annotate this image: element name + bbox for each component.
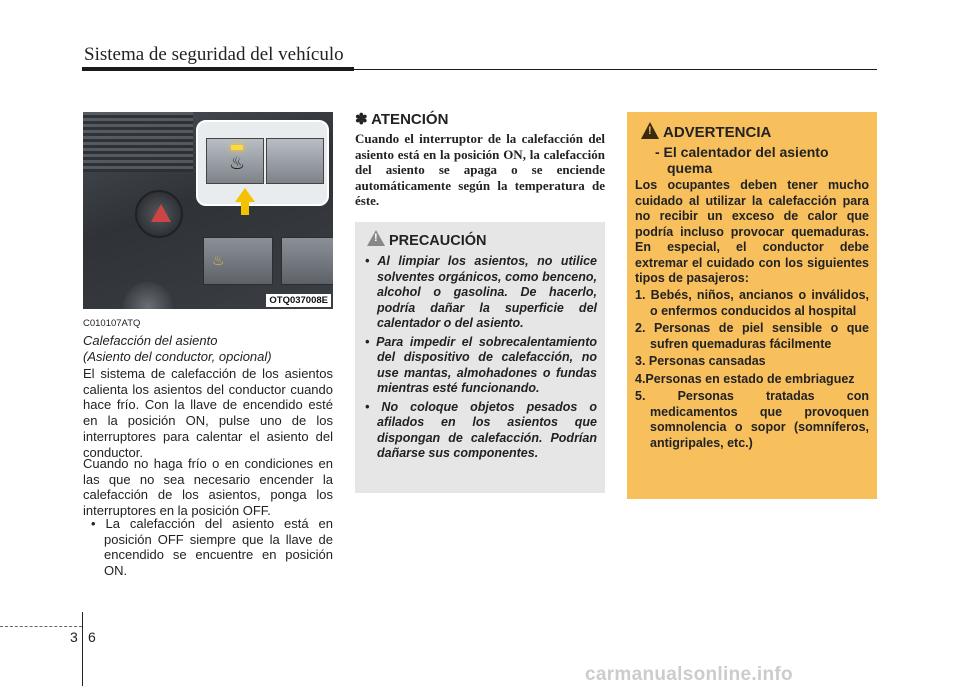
list-item: 1. Bebés, niños, ancianos o inválidos, o enfermos conducidos al hospital [635, 288, 869, 318]
zoom-inset [196, 120, 329, 206]
seat-heater-icon: ♨ [229, 153, 246, 173]
footer-vertical-rule [82, 612, 83, 686]
figure-code: OTQ037008E [266, 294, 331, 307]
zoom-seat-heater-switch [206, 138, 264, 184]
seat-heater-icon: ♨ [212, 252, 225, 268]
section-subtitle-line1: Calefacción del asiento [83, 333, 218, 348]
warning-body: Los ocupantes deben tener mucho cuidado al utilizar la calefacción para no recibir un exceso de calor que podría incluso provocar quemaduras. En especial, el conductor debe extremar el cuidado con los siguientes tipos de pasajeros: [635, 178, 869, 285]
knob-image [123, 282, 173, 309]
chapter-number: 3 [70, 629, 78, 645]
pointer-arrow-icon [235, 188, 255, 202]
body-paragraph-1: El sistema de calefacción de los asientos calienta los asientos del conductor cuando hace frío. Con la llave de encendido esté en la posición ON, pulse uno de los interruptores para calentar el asiento del conductor. [83, 366, 333, 460]
warning-subtitle: - El calentador del asiento quema [655, 144, 829, 176]
seat-heater-switch-image [203, 237, 273, 285]
page-number: 6 [88, 629, 96, 645]
list-item: 3. Personas cansadas [635, 354, 766, 368]
header-rule-thin [354, 69, 877, 70]
warning-list [635, 288, 869, 453]
adjacent-switch-image [281, 237, 333, 285]
list-item: • Al limpiar los asientos, no utilice solventes orgánicos, como benceno, alcohol o gasolina. De hacerlo, podría dañar la superficie del calentador o del asiento. [365, 254, 597, 330]
indicator-light [231, 145, 243, 150]
vent-grille [83, 112, 193, 172]
body-paragraph-2: Cuando no haga frío o en condiciones en las que no sea necesario encender la calefacción de los asientos, ponga los interruptores en la posición OFF. [83, 456, 333, 519]
seat-heater-photo [83, 112, 333, 309]
page-header-title: Sistema de seguridad del vehículo [84, 44, 344, 65]
caution-icon [367, 230, 385, 246]
caution-list [365, 254, 597, 465]
section-subtitle [83, 333, 272, 365]
warning-title: ADVERTENCIA [663, 124, 772, 141]
section-subtitle-line2: (Asiento del conductor, opcional) [83, 349, 272, 364]
watermark: carmanualsonline.info [585, 664, 793, 685]
body-bullet-1: • La calefacción del asiento está en posición OFF siempre que la llave de encendido se encuentre en posición ON. [91, 516, 333, 579]
list-item: 2. Personas de piel sensible o que sufren quemaduras fácilmente [635, 321, 869, 351]
hazard-icon [151, 204, 171, 222]
attention-title: ✽ ATENCIÓN [355, 111, 449, 128]
header-rule-thick [82, 67, 354, 71]
attention-text: Cuando el interruptor de la calefacción del asiento está en la posición ON, la calefacción del asiento se apaga o se enciende automáticamente según la temperatura de éste. [355, 131, 605, 208]
warning-icon [641, 122, 659, 139]
warning-box [627, 112, 877, 499]
footer-dashed-rule [0, 626, 82, 627]
section-code: C010107ATQ [83, 318, 141, 329]
list-item: • Para impedir el sobrecalentamiento del dispositivo de calefacción, no use mantas, almohadones o fundas mientras esté funcionando. [365, 334, 597, 395]
list-item: • No coloque objetos pesados o afilados en los asientos que dispongan de calefacción. Podrían dañarse sus componentes. [365, 399, 597, 460]
hazard-button-image [135, 190, 183, 238]
caution-box [355, 222, 605, 493]
list-item: 5. Personas tratadas con medicamentos que provoquen somnolencia o sopor (somníferos, antigripales, etc.) [635, 389, 869, 450]
zoom-adjacent-switch [266, 138, 324, 184]
list-item: 4.Personas en estado de embriaguez [635, 371, 855, 386]
caution-title: PRECAUCIÓN [389, 233, 487, 249]
pointer-arrow-stem [241, 201, 249, 215]
